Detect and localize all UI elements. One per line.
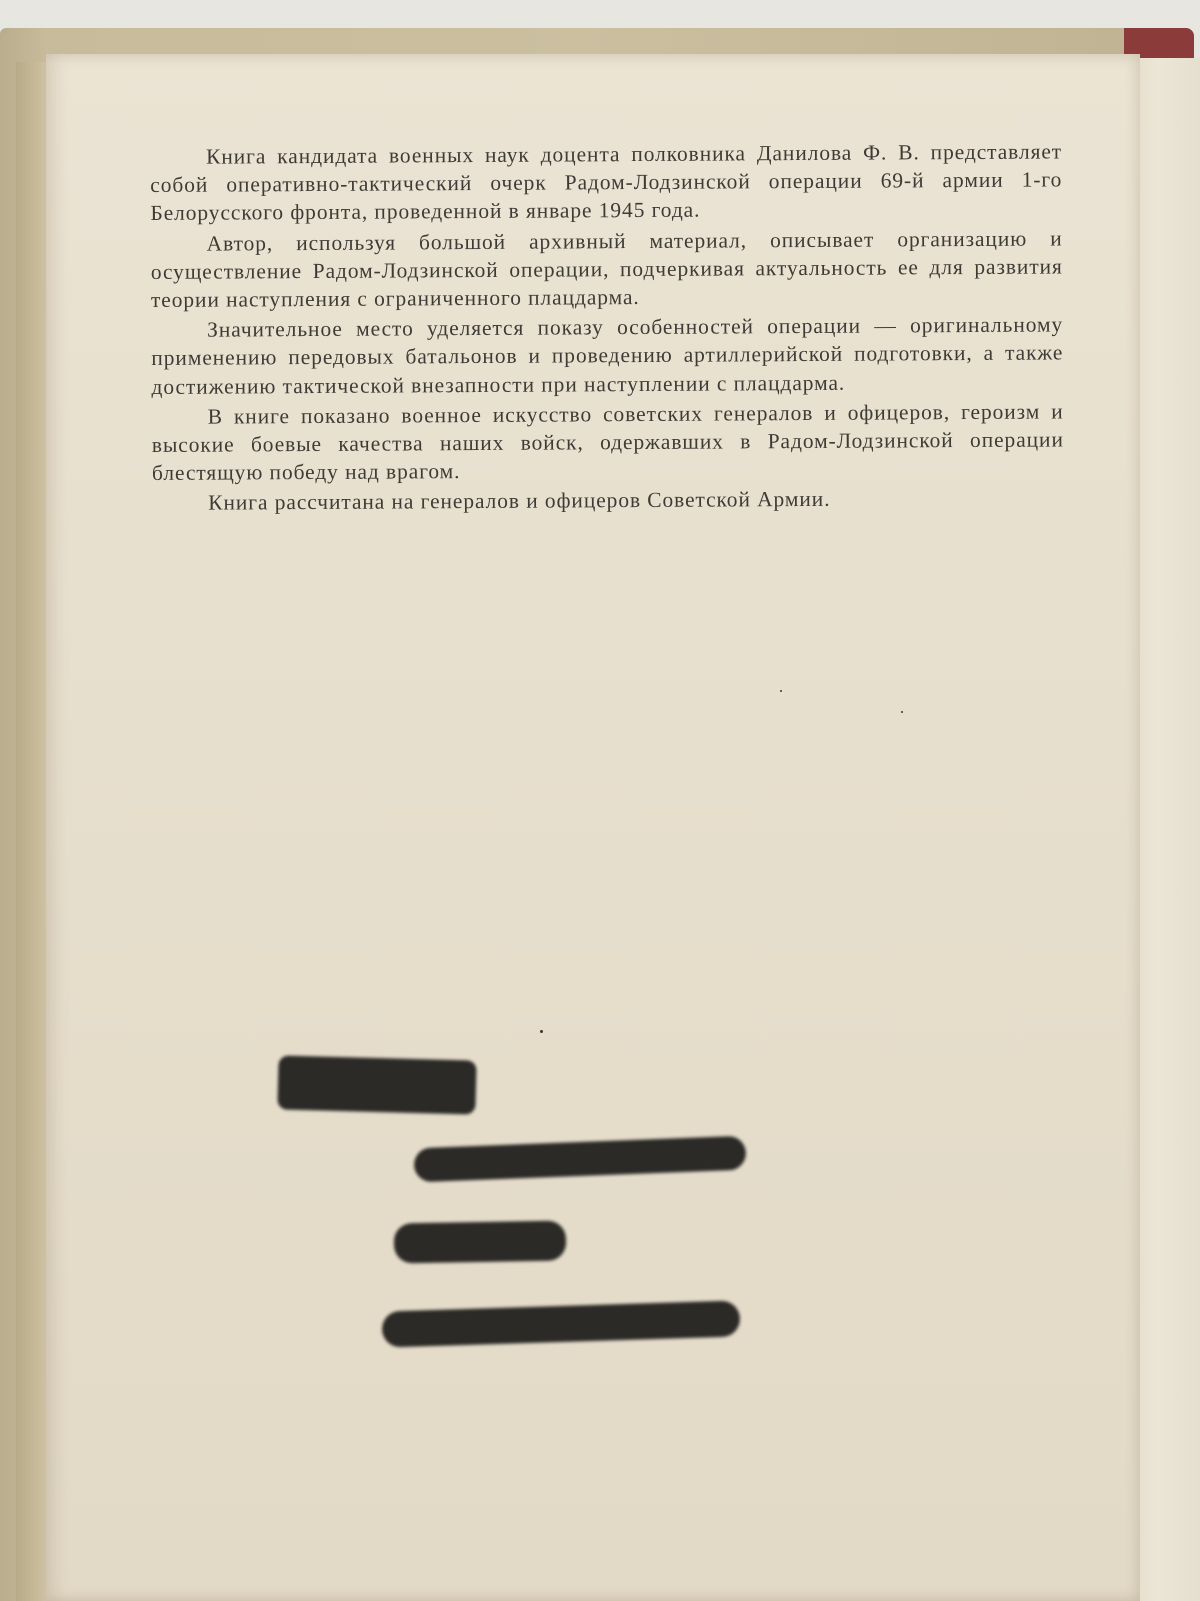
paper-speck bbox=[901, 711, 903, 713]
annotation-text bbox=[150, 137, 1064, 519]
paragraph: Автор, используя большой архивный материал, описывает организацию и осуществление Радом-Лодзинской операции, подчеркивая актуальность ее для развития теории наступления с ограниченного плацдарма. bbox=[150, 226, 1063, 313]
paragraph: Книга рассчитана на генералов и офицеров Советской Армии. bbox=[208, 487, 831, 516]
paragraph: Книга кандидата военных наук доцента полковника Данилова Ф. В. представляет собой оперативно-тактический очерк Радом-Лодзинской операции 69-й армии 1-го Белорусского фронта, проведенной в январе 1945 года. bbox=[150, 139, 1063, 226]
paper-speck bbox=[780, 690, 782, 692]
paragraph: В книге показано военное искусство советских генералов и офицеров, героизм и высокие боевые качества наших войск, одержавших в Радом-Лодзинской операции блестящую победу над врагом. bbox=[151, 399, 1064, 486]
redacted-mark bbox=[277, 1055, 476, 1114]
paper-speck bbox=[540, 1030, 543, 1033]
redacted-mark bbox=[394, 1221, 567, 1264]
paragraph: Значительное место уделяется показу особенностей операции — оригинальному применению передовых батальонов и проведению артиллерийской подготовки, а также достижению тактической внезапности при наступлении с плацдарма. bbox=[151, 312, 1064, 399]
